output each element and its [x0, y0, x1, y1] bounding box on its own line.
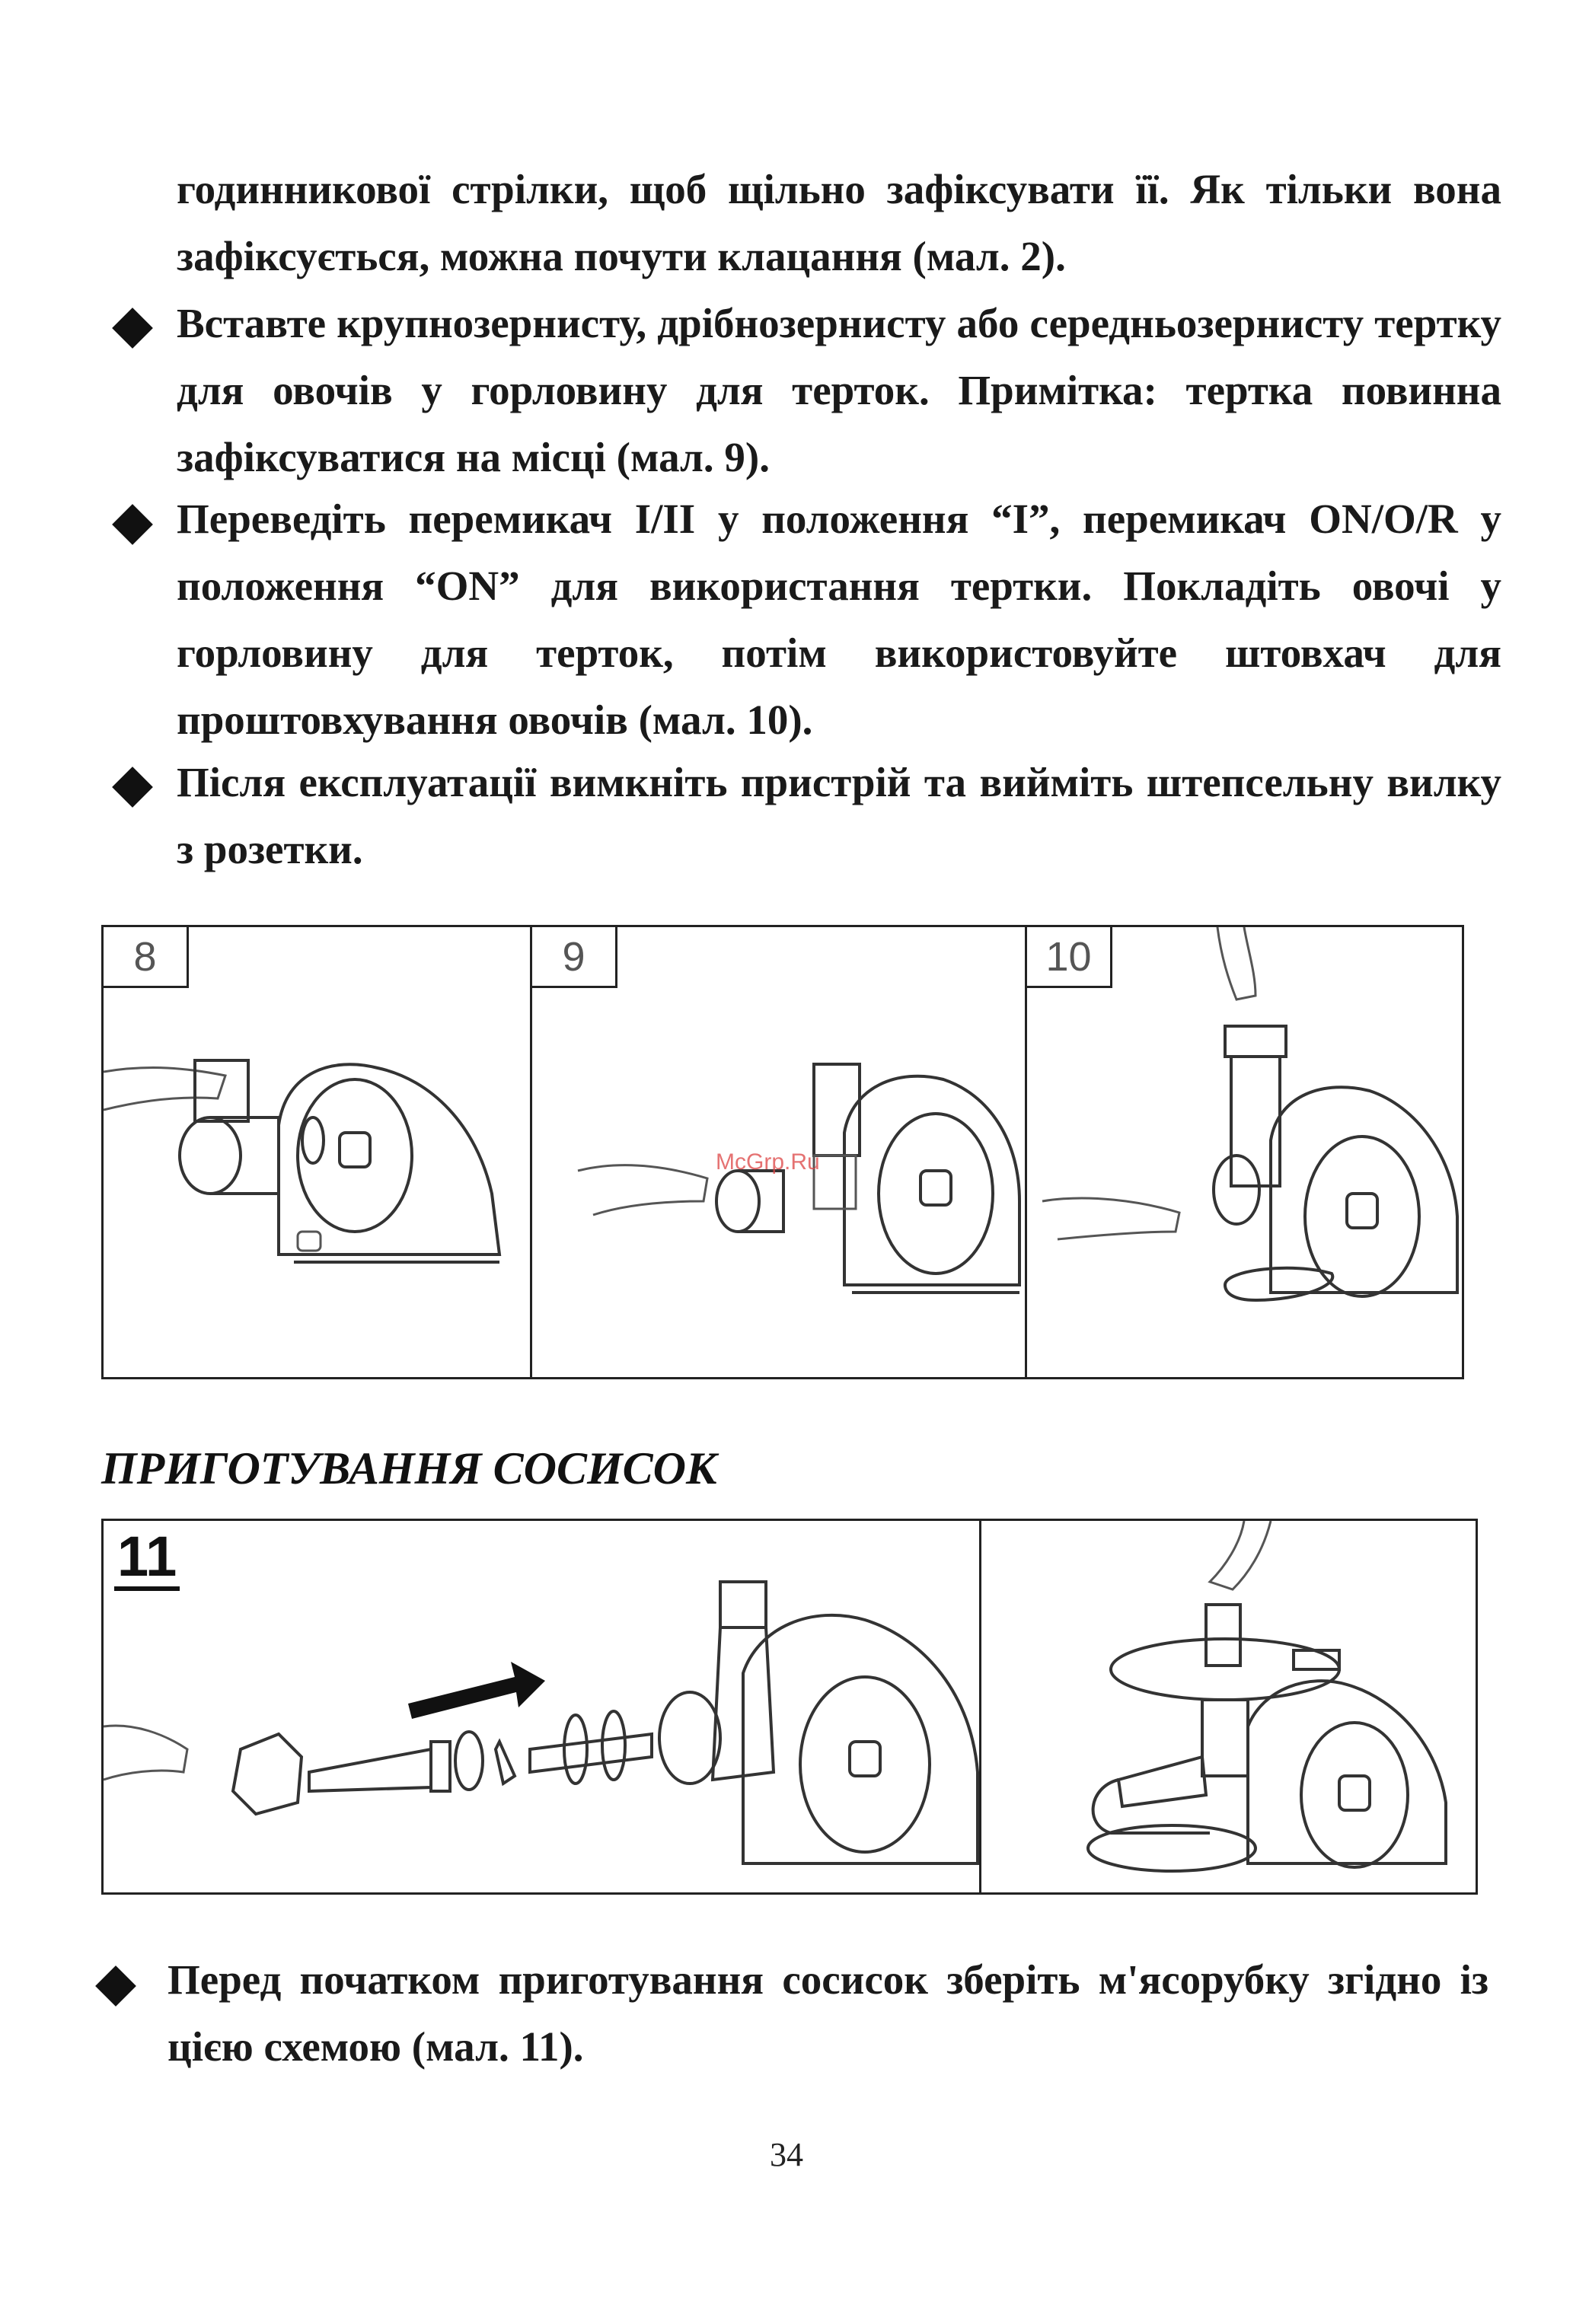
paragraph-text: ”, перемикач ON/O/R у положення “ — [177, 496, 1501, 609]
paragraph-after-use — [177, 749, 1501, 883]
paragraph-text: годинникової стрілки, щоб щільно зафіксувати її. Як тільки вона зафіксується, можна почути клацання (мал. 2). — [177, 166, 1501, 279]
section-heading: ПРИГОТУВАННЯ СОСИСОК — [101, 1443, 717, 1494]
paragraph-text: Після експлуатації вимкніть пристрій та вийміть штепсельну вилку з розетки. — [177, 759, 1501, 872]
figure-label: 8 — [104, 927, 189, 988]
figure-8-panel — [104, 927, 532, 1377]
figure-11-sausage-making-illustration — [981, 1521, 1476, 1892]
paragraph-text: : тертка повинна зафіксуватися на місці (мал. 9). — [177, 367, 1501, 480]
figure-11-assembly-illustration — [104, 1521, 979, 1892]
paragraph-text: ” для використання тертки. Покладіть овочі у горловину для терток, потім використовуйте штовхач для проштовхування овочів (мал. 10). — [177, 563, 1502, 743]
figure-label: 11 — [114, 1527, 180, 1591]
figure-label: 10 — [1027, 927, 1112, 988]
paragraph-grater-insert — [177, 290, 1501, 491]
bullet-diamond-icon — [112, 504, 153, 545]
paragraph-text: Вставте крупнозернисту, дрібнозернисту або середньозернисту тертку для овочів у горловину для терток. — [177, 300, 1501, 413]
figure-11 — [101, 1519, 1478, 1895]
bullet-diamond-icon — [95, 1965, 136, 2007]
paragraph-switch-position — [177, 486, 1501, 754]
page-number: 34 — [770, 2136, 803, 2173]
paragraph-continuation — [177, 156, 1501, 290]
figure-label: 9 — [532, 927, 617, 988]
bullet-diamond-icon — [112, 308, 153, 349]
figure-8-illustration — [104, 927, 530, 1376]
paragraph-text: Перед початком приготування сосисок зберіть м'ясорубку згідно із цією схемою (мал. 11). — [168, 1956, 1488, 2070]
paragraph-assemble-grinder — [168, 1946, 1488, 2080]
switch-on-label: ON — [436, 563, 499, 609]
paragraph-text: Переведіть перемикач I/II у положення “ — [177, 496, 1013, 542]
watermark: McGrp.Ru — [716, 1149, 820, 1175]
switch-position-label: I — [1012, 496, 1029, 542]
note-label: Примітка — [958, 367, 1144, 413]
bullet-diamond-icon — [112, 767, 153, 808]
figure-10-illustration — [1027, 927, 1464, 1376]
figure-10-panel — [1027, 927, 1464, 1377]
